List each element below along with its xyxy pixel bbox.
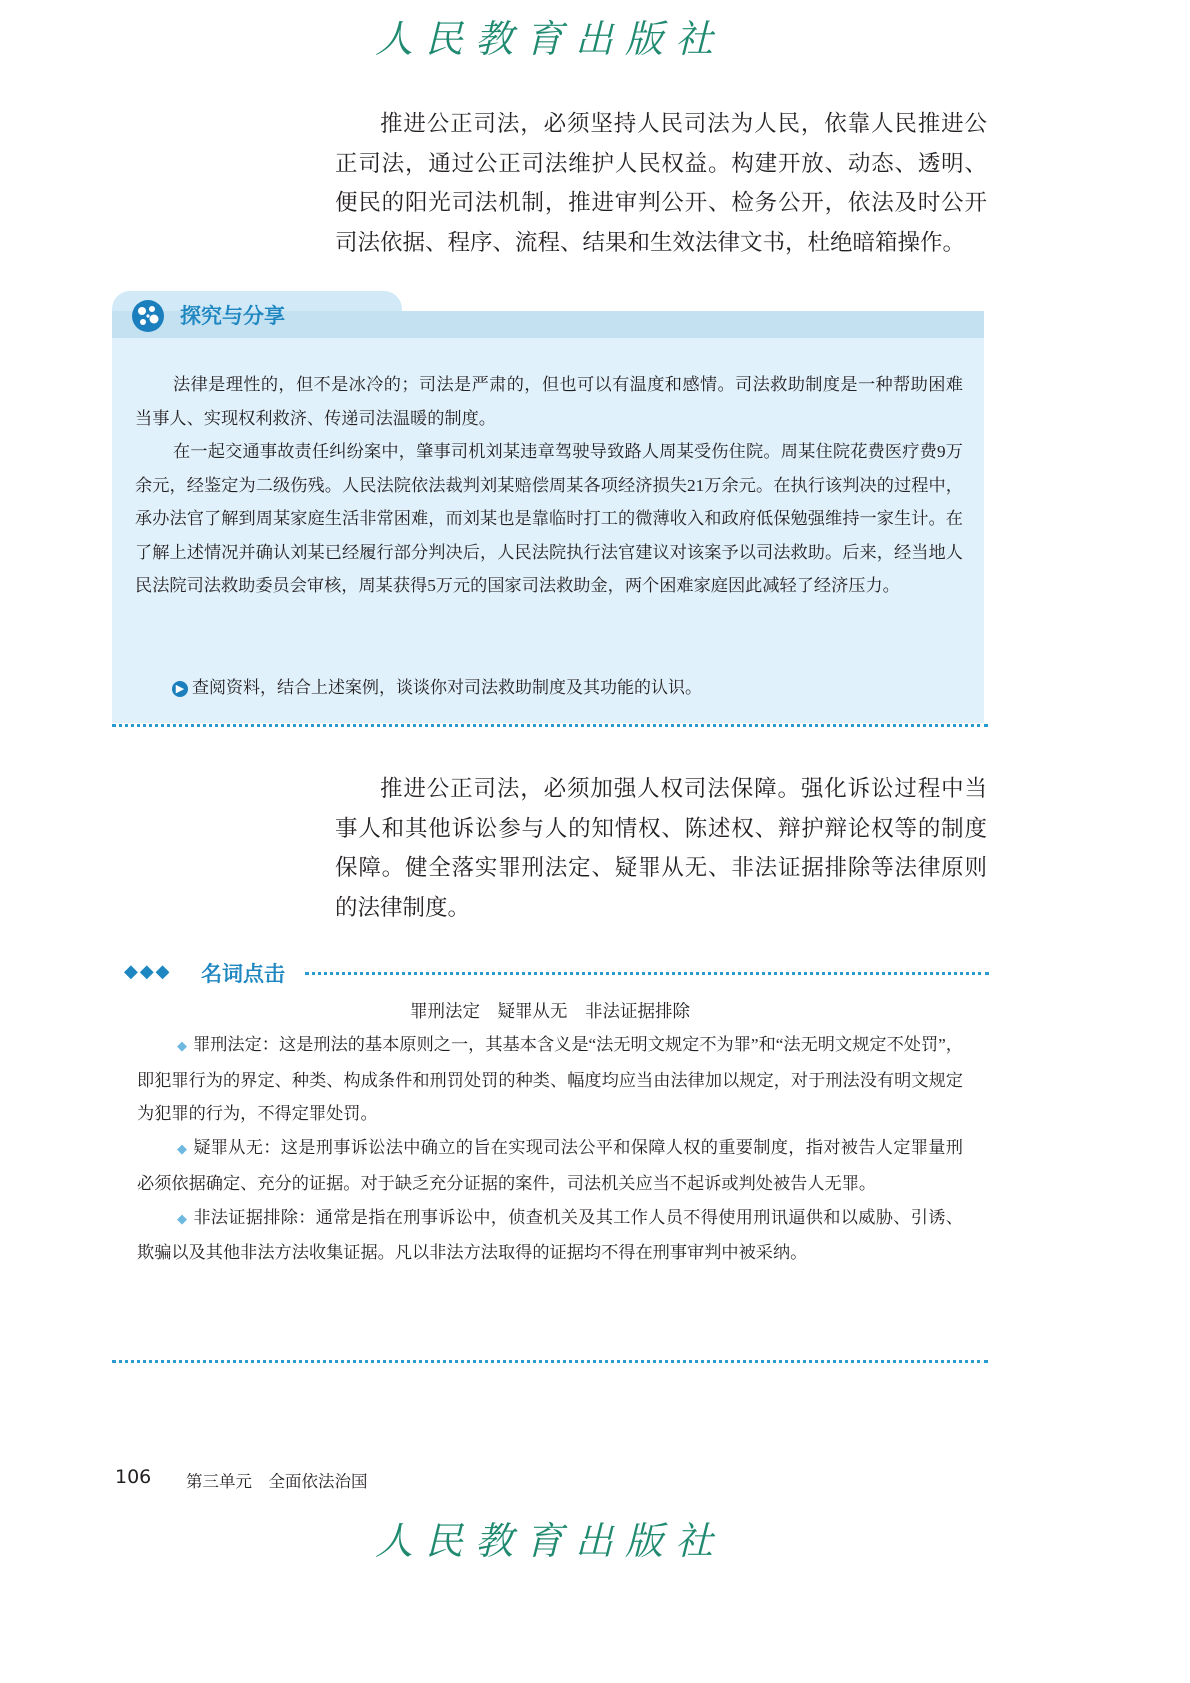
arrow-right-icon: ▶ [172, 681, 188, 697]
body-paragraph-1 [335, 104, 987, 262]
explore-question [172, 673, 702, 698]
term-box-subtitle: 罪刑法定 疑罪从无 非法证据排除 [410, 1002, 690, 1022]
explore-box-title: 探究与分享 [180, 304, 285, 328]
publisher-logo-footer: 人民教育出版社 [374, 1519, 725, 1563]
diamond-bullet-icon: ◆ [177, 1211, 188, 1227]
paragraph-text: 推进公正司法，必须坚持人民司法为人民，依靠人民推进公正司法，通过公正司法维护人民权益。构建开放、动态、透明、便民的阳光司法机制，推进审判公开、检务公开，依法及时公开司法依据、程序、流程、结果和生效法律文书，杜绝暗箱操作。 [335, 111, 987, 255]
term-item-text: 疑罪从无：这是刑事诉讼法中确立的旨在实现司法公平和保障人权的重要制度，指对被告人定罪量刑必须依据确定、充分的证据。对于缺乏充分证据的案件，司法机关应当不起诉或判处被告人无罪。 [137, 1138, 963, 1193]
unit-title: 第三单元 全面依法治国 [186, 1472, 368, 1491]
diamond-bullet-icon: ◆ [177, 1142, 188, 1158]
term-box-title: 名词点击 [201, 962, 285, 986]
diamond-bullet-icon: ◆ [177, 1039, 188, 1054]
term-item [137, 1201, 963, 1270]
term-item-text: 罪刑法定：这是刑法的基本原则之一，其基本含义是“法无明文规定不为罪”和“法无明文规定不处罚”，即犯罪行为的界定、种类、构成条件和刑罚处罚的种类、幅度均应当由法律加以规定，对于刑法没有明文规定为犯罪的行为，不得定罪处罚。 [137, 1035, 963, 1124]
diamond-icons: ◆◆◆ [124, 961, 172, 982]
page-number: 106 [115, 1466, 152, 1488]
explore-paragraph: 法律是理性的，但不是冰冷的；司法是严肃的，但也可以有温度和感情。司法救助制度是一种帮助困难当事人、实现权利救济、传递司法温暖的制度。 [135, 375, 963, 428]
dotted-divider [305, 972, 989, 975]
paragraph-text: 推进公正司法，必须加强人权司法保障。强化诉讼过程中当事人和其他诉讼参与人的知情权、陈述权、辩护辩论权等的制度保障。健全落实罪刑法定、疑罪从无、非法证据排除等法律原则的法律制度。 [335, 776, 987, 920]
question-text: 查阅资料，结合上述案例，谈谈你对司法救助制度及其功能的认识。 [192, 678, 702, 698]
term-list [137, 1028, 963, 1270]
explore-paragraph: 在一起交通事故责任纠纷案中，肇事司机刘某违章驾驶导致路人周某受伤住院。周某住院花费医疗费9万余元，经鉴定为二级伤残。人民法院依法裁判刘某赔偿周某各项经济损失21万余元。在执行该判决的过程中，承办法官了解到周某家庭生活非常困难，而刘某也是靠临时打工的微薄收入和政府低保勉强维持一家生计。在了解上述情况并确认刘某已经履行部分判决后，人民法院执行法官建议对该案予以司法救助。后来，经当地人民法院司法救助委员会审核，周某获得5万元的国家司法救助金，两个困难家庭因此减轻了经济压力。 [135, 442, 963, 595]
explore-box-text [135, 368, 963, 603]
term-item [137, 1028, 963, 1131]
publisher-logo-header: 人民教育出版社 [374, 17, 725, 61]
dotted-divider [112, 1360, 988, 1363]
term-item [137, 1131, 963, 1200]
globe-icon [130, 298, 166, 334]
body-paragraph-2 [335, 769, 987, 927]
term-item-text: 非法证据排除：通常是指在刑事诉讼中，侦查机关及其工作人员不得使用刑讯逼供和以威胁、引诱、欺骗以及其他非法方法收集证据。凡以非法方法取得的证据均不得在刑事审判中被采纳。 [137, 1207, 963, 1263]
dotted-divider [112, 724, 988, 727]
